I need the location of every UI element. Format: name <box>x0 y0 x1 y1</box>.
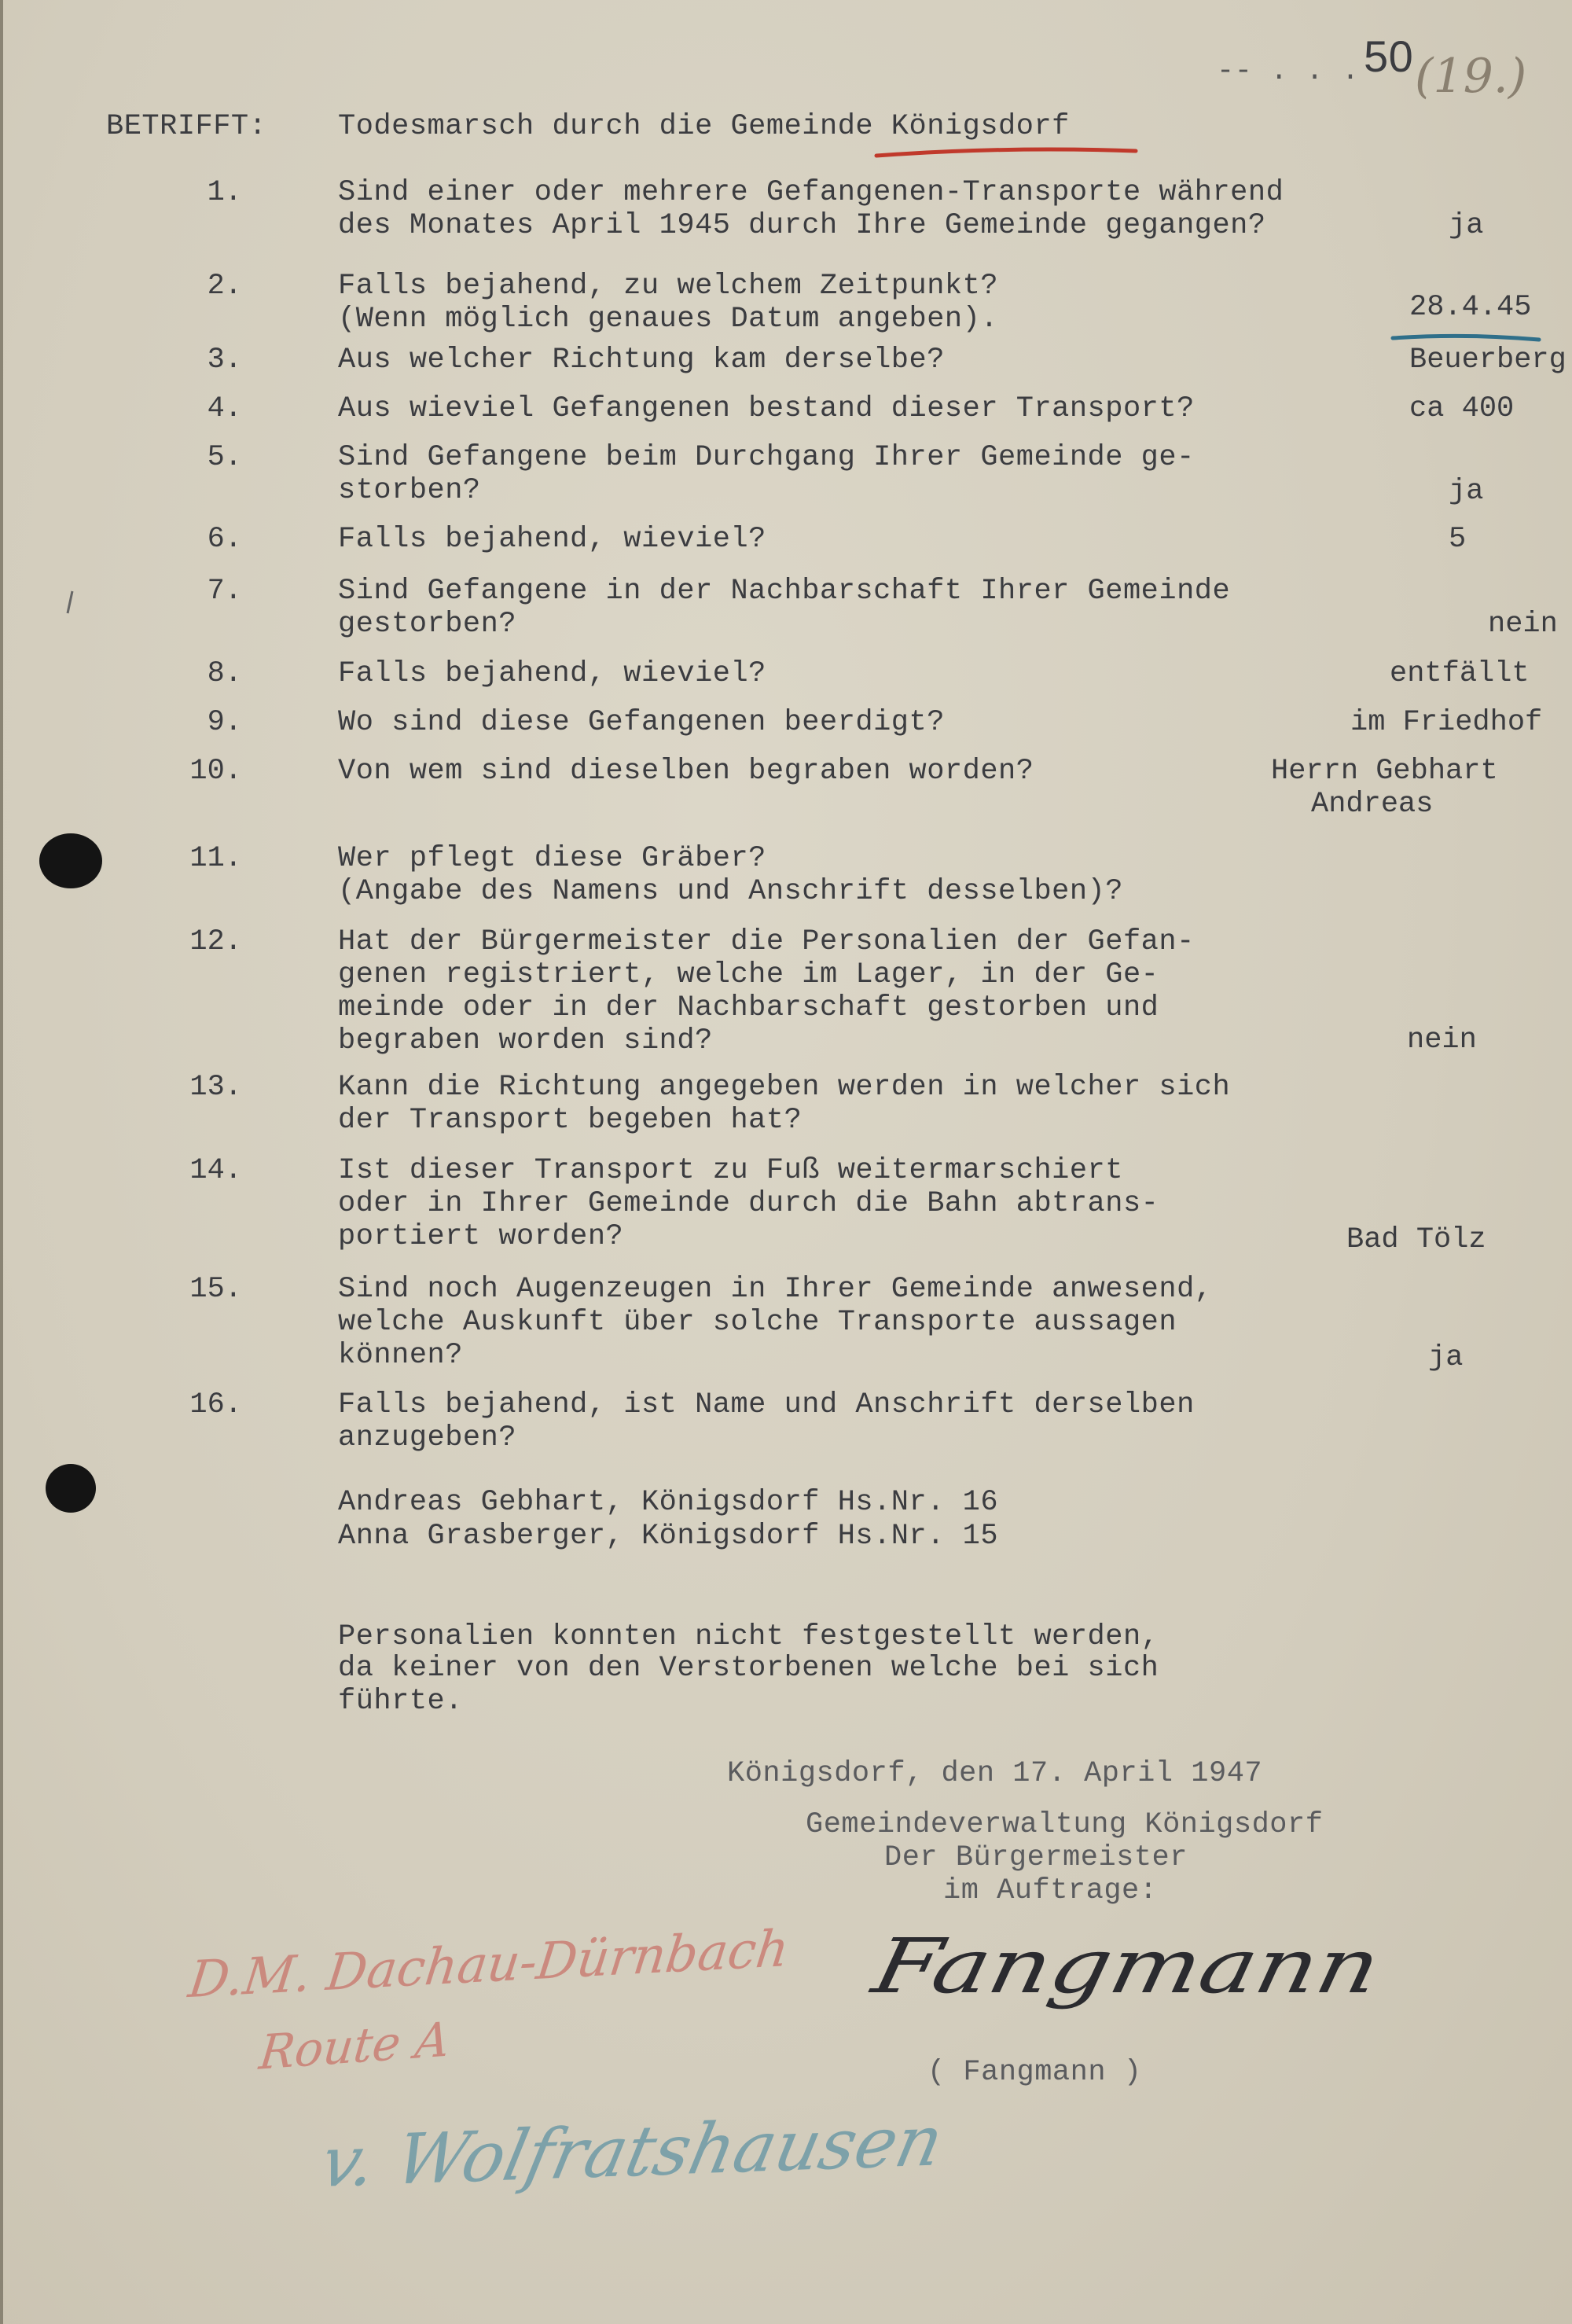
question-text-line: genen registriert, welche im Lager, in der Ge- <box>338 958 1159 991</box>
question-text-line: (Angabe des Namens und Anschrift desselben)? <box>338 875 1123 908</box>
answer-text: ja <box>1428 1341 1464 1374</box>
question-text-line: meinde oder in der Nachbarschaft gestorben und <box>338 991 1159 1024</box>
answer-text: nein <box>1407 1024 1477 1057</box>
question-text-line: Sind Gefangene beim Durchgang Ihrer Gemeinde ge- <box>338 441 1195 474</box>
question-number: 10. <box>189 755 242 788</box>
question-text-line: Falls bejahend, ist Name und Anschrift derselben <box>338 1388 1195 1421</box>
place-date: Königsdorf, den 17. April 1947 <box>727 1757 1263 1790</box>
question-text-line: Sind einer oder mehrere Gefangenen-Transporte während <box>338 176 1284 209</box>
answer-text: im Friedhof <box>1350 706 1543 739</box>
question-text-line: anzugeben? <box>338 1421 517 1454</box>
question-text-line: Ist dieser Transport zu Fuß weitermarschiert <box>338 1154 1123 1187</box>
question-number: 7. <box>207 575 242 608</box>
question-number: 11. <box>189 842 242 875</box>
question-number: 1. <box>207 176 242 209</box>
blue-underline-mark <box>1393 336 1539 340</box>
question-number: 9. <box>207 706 242 739</box>
question-text-line: portiert worden? <box>338 1220 624 1253</box>
answer-text: Andreas <box>1311 788 1434 821</box>
question-number: 3. <box>207 344 242 377</box>
question-text-line: Falls bejahend, wieviel? <box>338 523 766 556</box>
blue-pencil-annotation: v. Wolfratshausen <box>314 2099 950 2204</box>
header-dashes: -- . . . <box>1217 55 1360 88</box>
question-text-line: storben? <box>338 474 481 507</box>
folio-note: (19.) <box>1415 49 1527 104</box>
witness-line: Anna Grasberger, Königsdorf Hs.Nr. 15 <box>338 1520 999 1553</box>
remark-line: führte. <box>338 1685 463 1718</box>
question-text-line: gestorben? <box>338 608 517 641</box>
page-number: 50 <box>1364 31 1414 81</box>
authority-line: Gemeindeverwaltung Königsdorf <box>806 1808 1324 1841</box>
question-number: 2. <box>207 270 242 303</box>
question-text-line: Sind Gefangene in der Nachbarschaft Ihrer Gemeinde <box>338 575 1231 608</box>
question-number: 13. <box>189 1071 242 1104</box>
answer-text: ja <box>1449 475 1484 508</box>
answer-text: Beuerberg <box>1409 344 1566 377</box>
punch-hole <box>39 833 102 888</box>
question-text-line: Hat der Bürgermeister die Personalien der Gefan- <box>338 925 1195 958</box>
witness-line: Andreas Gebhart, Königsdorf Hs.Nr. 16 <box>338 1486 999 1519</box>
answer-text: Bad Tölz <box>1346 1223 1486 1256</box>
answer-text: Herrn Gebhart <box>1271 755 1498 788</box>
question-text-line: Falls bejahend, zu welchem Zeitpunkt? <box>338 270 999 303</box>
question-number: 5. <box>207 441 242 474</box>
question-number: 6. <box>207 523 242 556</box>
question-text-line: Wo sind diese Gefangenen beerdigt? <box>338 706 945 739</box>
signatory-name: ( Fangmann ) <box>927 2056 1142 2089</box>
answer-text: nein <box>1488 608 1558 641</box>
question-number: 8. <box>207 657 242 690</box>
remark-line: Personalien konnten nicht festgestellt werden, <box>338 1620 1159 1653</box>
stray-mark <box>68 591 72 613</box>
answer-text: ca 400 <box>1409 392 1515 425</box>
question-text-line: Aus wieviel Gefangenen bestand dieser Transport? <box>338 392 1195 425</box>
question-text-line: der Transport begeben hat? <box>338 1104 803 1137</box>
authority-line: im Auftrage: <box>943 1874 1158 1907</box>
answer-text: 28.4.45 <box>1409 291 1532 324</box>
answer-text: ja <box>1449 209 1484 242</box>
question-number: 15. <box>189 1273 242 1306</box>
question-number: 14. <box>189 1154 242 1187</box>
handwritten-signature: Fangmann <box>865 1922 1388 2010</box>
question-number: 12. <box>189 925 242 958</box>
question-text-line: Falls bejahend, wieviel? <box>338 657 766 690</box>
question-text-line: Sind noch Augenzeugen in Ihrer Gemeinde anwesend, <box>338 1273 1213 1306</box>
subject-label: BETRIFFT: <box>106 110 267 143</box>
answer-text: 5 <box>1449 523 1467 556</box>
question-text-line: Aus welcher Richtung kam derselbe? <box>338 344 945 377</box>
subject-title: Todesmarsch durch die Gemeinde Königsdorf <box>338 110 1070 143</box>
question-text-line: Kann die Richtung angegeben werden in welcher sich <box>338 1071 1231 1104</box>
punch-hole <box>46 1464 96 1513</box>
question-text-line: Von wem sind dieselben begraben worden? <box>338 755 1034 788</box>
question-text-line: Wer pflegt diese Gräber? <box>338 842 766 875</box>
question-text-line: welche Auskunft über solche Transporte aussagen <box>338 1306 1177 1339</box>
red-pencil-annotation: D.M. Dachau-Dürnbach <box>185 1919 792 2010</box>
question-text-line: des Monates April 1945 durch Ihre Gemeinde gegangen? <box>338 209 1266 242</box>
answer-text: entfällt <box>1390 657 1530 690</box>
red-pencil-annotation: Route A <box>256 2012 453 2081</box>
remark-line: da keiner von den Verstorbenen welche bei sich <box>338 1652 1159 1685</box>
question-number: 4. <box>207 392 242 425</box>
question-text-line: begraben worden sind? <box>338 1024 713 1057</box>
question-text-line: (Wenn möglich genaues Datum angeben). <box>338 303 999 336</box>
question-number: 16. <box>189 1388 242 1421</box>
question-text-line: oder in Ihrer Gemeinde durch die Bahn abtrans- <box>338 1187 1159 1220</box>
question-text-line: können? <box>338 1339 463 1372</box>
red-underline-mark <box>876 149 1136 156</box>
authority-line: Der Bürgermeister <box>884 1841 1188 1874</box>
